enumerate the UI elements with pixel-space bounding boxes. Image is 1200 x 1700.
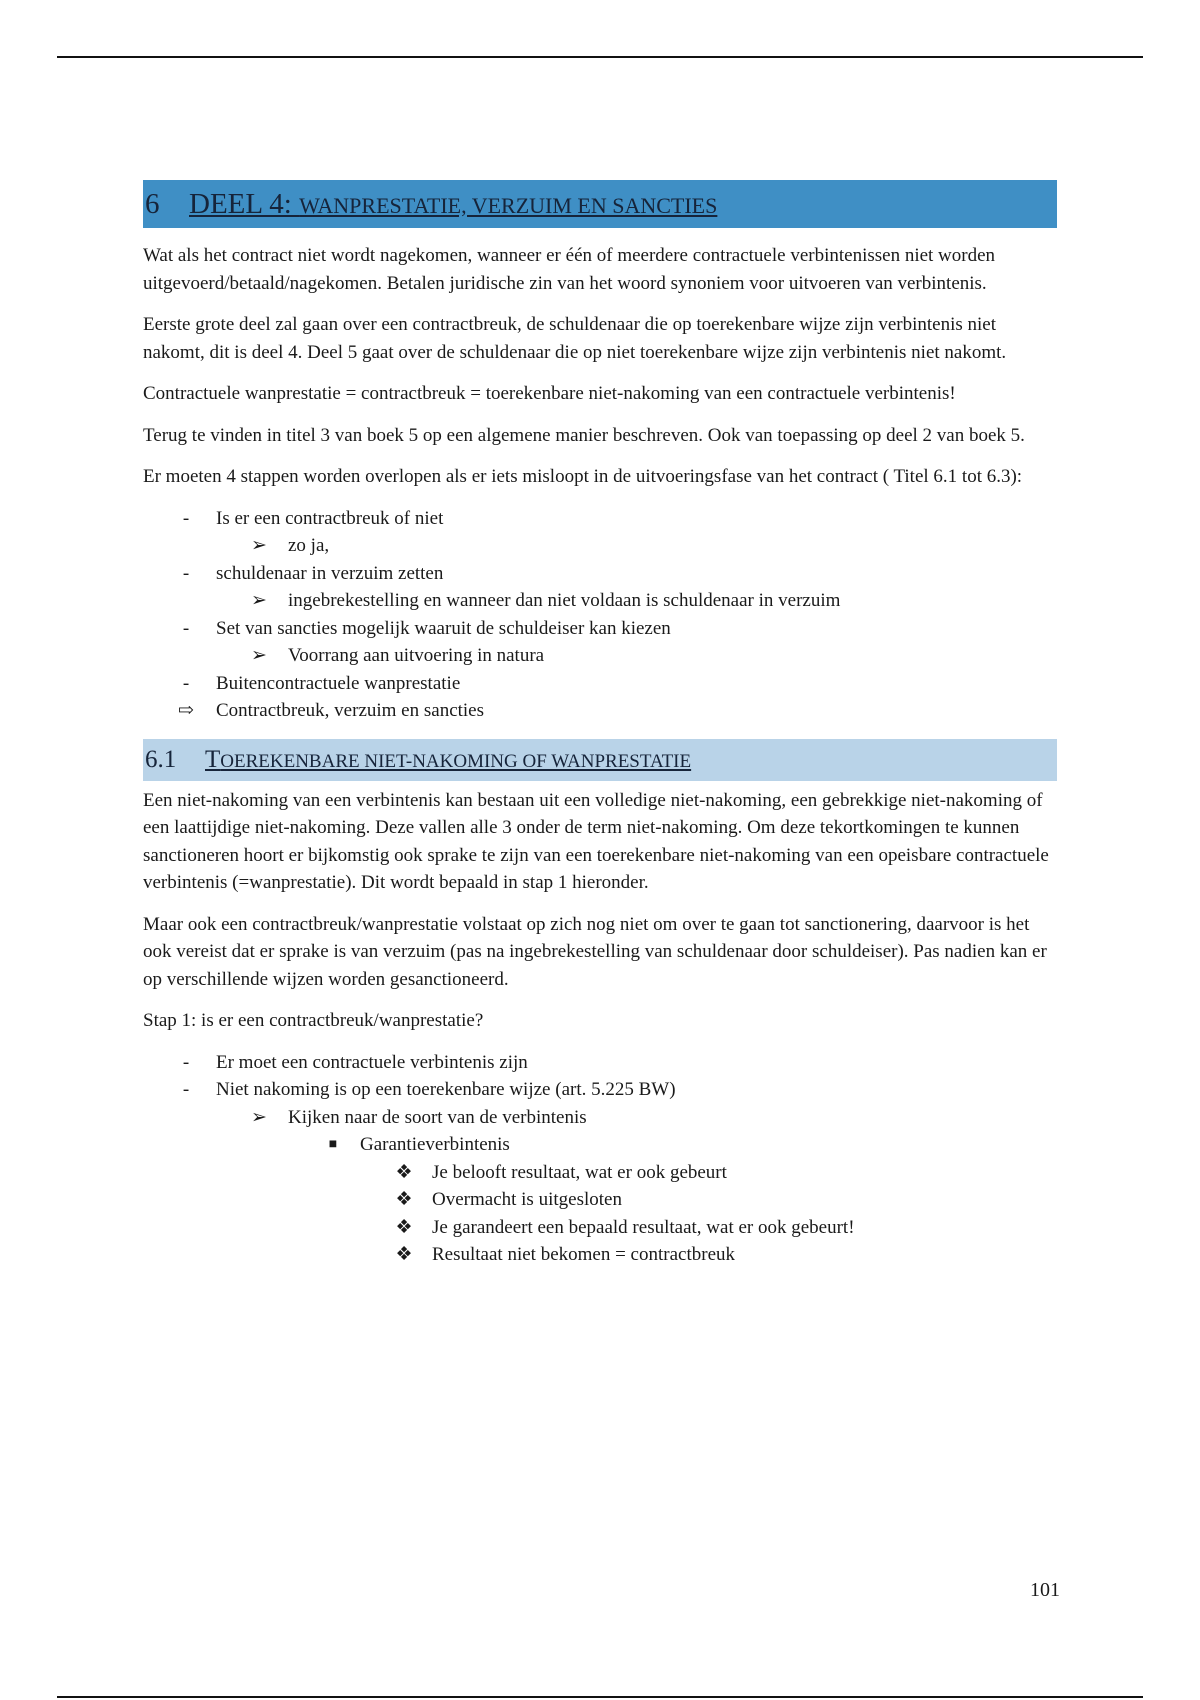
list-item bbox=[143, 697, 1057, 725]
list-item-text: Set van sancties mogelijk waaruit de schuldeiser kan kiezen bbox=[216, 617, 671, 639]
list-item bbox=[143, 1131, 1057, 1159]
list-item bbox=[143, 532, 1057, 560]
paragraph: Er moeten 4 stappen worden overlopen als er iets misloopt in de uitvoeringsfase van het contract ( Titel 6.1 tot 6.3): bbox=[143, 466, 1023, 487]
list-item bbox=[143, 615, 1057, 643]
subsection-title-rest: OEREKENBARE NIET-NAKOMING OF WANPRESTATIE bbox=[220, 750, 692, 772]
section-heading-6 bbox=[143, 180, 1057, 228]
list-item-text: Contractbreuk, verzuim en sancties bbox=[216, 700, 485, 721]
paragraph: Maar ook een contractbreuk/wanprestatie volstaat op zich nog niet om over te gaan tot sanctionering, daarvoor is het ook vereist dat er sprake is van verzuim (pas na ingebrekestelling van schuldenaar door schuldeiser). Pas nadien kan er op verschillende wijzen worden gesanctioneerd. bbox=[143, 913, 1047, 990]
square-bullet-icon: ■ bbox=[328, 1137, 338, 1152]
page-content bbox=[143, 180, 1057, 1283]
list-item bbox=[143, 1159, 1057, 1187]
arrow-bullet-icon: ➢ bbox=[251, 645, 267, 666]
page-number: 101 bbox=[1030, 1579, 1060, 1601]
section-heading-6-1 bbox=[143, 739, 1057, 781]
list-item bbox=[143, 1104, 1057, 1132]
list-item-text: Je belooft resultaat, wat er ook gebeurt bbox=[432, 1161, 727, 1183]
list-item-text: Er moet een contractuele verbintenis zijn bbox=[216, 1051, 528, 1073]
list-item bbox=[143, 587, 1057, 615]
diamond-bullet-icon: ❖ bbox=[395, 1189, 413, 1210]
list-item-text: Overmacht is uitgesloten bbox=[432, 1189, 622, 1210]
section-title-rest: WANPRESTATIE, VERZUIM EN SANCTIES bbox=[299, 192, 718, 218]
paragraph: Stap 1: is er een contractbreuk/wanprestatie? bbox=[143, 1010, 484, 1031]
list-item bbox=[143, 670, 1057, 698]
section-number: 6 bbox=[145, 187, 160, 220]
list-item bbox=[143, 1186, 1057, 1214]
list-item bbox=[143, 560, 1057, 588]
list-item bbox=[143, 642, 1057, 670]
footer-rule bbox=[57, 1696, 1143, 1698]
dash-bullet: - bbox=[182, 562, 190, 584]
list-item bbox=[143, 1214, 1057, 1242]
list-item-text: zo ja, bbox=[288, 535, 330, 556]
list-item-text: Resultaat niet bekomen = contractbreuk bbox=[432, 1244, 735, 1265]
paragraph: Eerste grote deel zal gaan over een contractbreuk, de schuldenaar die op toerekenbare wijze zijn verbintenis niet nakomt, dit is deel 4. Deel 5 gaat over de schuldenaar die op niet toerekenbare wijze zijn verbintenis niet nakomt. bbox=[143, 314, 1007, 363]
diamond-bullet-icon: ❖ bbox=[395, 1244, 413, 1265]
subsection-number: 6.1 bbox=[145, 745, 177, 773]
header-rule bbox=[57, 56, 1143, 58]
dash-bullet: - bbox=[182, 672, 190, 694]
dash-bullet: - bbox=[182, 617, 190, 639]
diamond-bullet-icon: ❖ bbox=[395, 1216, 413, 1238]
list-item-text: Voorrang aan uitvoering in natura bbox=[288, 645, 545, 666]
section-title-prefix: DEEL 4: bbox=[189, 187, 300, 220]
list-item-text: Buitencontractuele wanprestatie bbox=[216, 672, 461, 694]
list-item bbox=[143, 1076, 1057, 1104]
paragraph: Wat als het contract niet wordt nagekomen, wanneer er één of meerdere contractuele verbintenissen niet worden uitgevoerd/betaald/nagekomen. Betalen juridische zin van het woord synoniem voor uitvoeren van verbintenis. bbox=[143, 245, 996, 294]
list-item-text: schuldenaar in verzuim zetten bbox=[216, 562, 444, 584]
arrow-bullet-icon: ➢ bbox=[251, 535, 267, 556]
subsection-title bbox=[205, 746, 691, 774]
section-title bbox=[189, 188, 717, 221]
diamond-bullet-icon: ❖ bbox=[395, 1161, 413, 1183]
dash-bullet: - bbox=[182, 1079, 190, 1100]
paragraph: Terug te vinden in titel 3 van boek 5 op een algemene manier beschreven. Ook van toepassing op deel 2 van boek 5. bbox=[143, 424, 1025, 446]
list-item-text: Kijken naar de soort van de verbintenis bbox=[288, 1106, 587, 1128]
list-item bbox=[143, 1241, 1057, 1269]
dash-bullet: - bbox=[182, 1051, 190, 1073]
list-item-text: Je garandeert een bepaald resultaat, wat er ook gebeurt! bbox=[432, 1216, 855, 1238]
arrow-bullet-icon: ➢ bbox=[251, 590, 267, 611]
list-item bbox=[143, 1049, 1057, 1077]
paragraph: Een niet-nakoming van een verbintenis kan bestaan uit een volledige niet-nakoming, een gebrekkige niet-nakoming of een laattijdige niet-nakoming. Deze vallen alle 3 onder de term niet-nakoming. Om deze tekortkomingen te kunnen sanctioneren hoort er bijkomstig ook sprake te zijn van een toerekenbare niet-nakoming van een opeisbare contractuele verbintenis (=wanprestatie). Dit wordt bepaald in stap 1 hieronder. bbox=[143, 789, 1049, 893]
paragraph: Contractuele wanprestatie = contractbreuk = toerekenbare niet-nakoming van een contractuele verbintenis! bbox=[143, 383, 956, 404]
list-item bbox=[143, 505, 1057, 533]
arrow-bullet-icon: ➢ bbox=[251, 1106, 267, 1128]
list-item-text: Is er een contractbreuk of niet bbox=[216, 507, 444, 529]
list-item-text: Niet nakoming is op een toerekenbare wijze (art. 5.225 BW) bbox=[216, 1079, 676, 1100]
subsection-title-initial: T bbox=[205, 745, 221, 773]
steps-list bbox=[143, 505, 1057, 725]
list-item-text: Garantieverbintenis bbox=[360, 1134, 510, 1155]
list-item-text: ingebrekestelling en wanneer dan niet voldaan is schuldenaar in verzuim bbox=[288, 590, 841, 611]
step1-list bbox=[143, 1049, 1057, 1269]
outline-arrow-icon: ⇨ bbox=[178, 700, 194, 721]
dash-bullet: - bbox=[182, 507, 190, 529]
